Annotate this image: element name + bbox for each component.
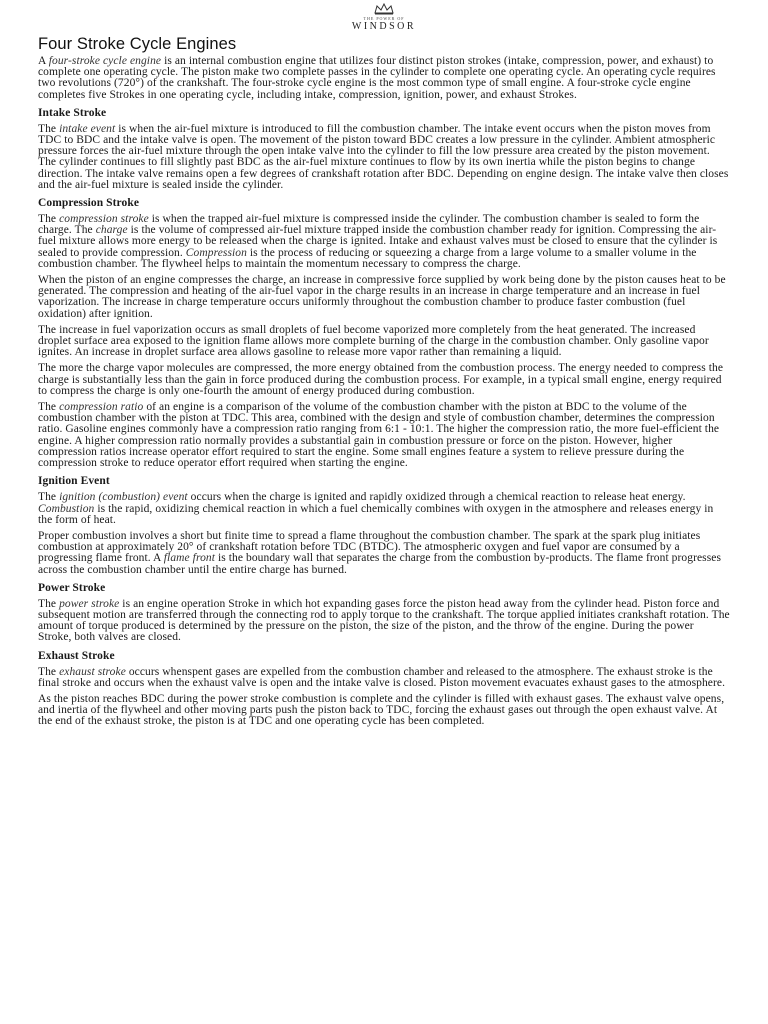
section-heading-intake: Intake Stroke xyxy=(38,106,107,119)
text-run: The xyxy=(38,213,60,226)
windsor-logo xyxy=(0,3,768,32)
text-run: is the process of reducing or squeezing a charge from a large volume to a smaller volume in the combustion chamber. The flywheel helps to maintain the momentum necessary to compress the charge. xyxy=(38,246,697,270)
ignition-paragraph-2 xyxy=(38,531,730,576)
text-run: is when the trapped air-fuel mixture is compressed inside the cylinder. The combustion chamber is sealed to form the charge. The xyxy=(38,213,700,237)
exhaust-paragraph-1 xyxy=(38,667,730,689)
compression-paragraph-3: The increase in fuel vaporization occurs as small droplets of fuel become vaporized more completely from the heat generated. The increased droplet surface area exposed to the ignition flame allows more complete burning of the charge in the combustion chamber. Only gasoline vapor ignites. An increase in droplet surface area allows gasoline to release more vapor rather than remaining a liquid. xyxy=(38,323,709,359)
section-heading-power: Power Stroke xyxy=(38,581,106,594)
text-run: A xyxy=(38,55,49,67)
text-run: The xyxy=(38,401,60,414)
term-four-stroke-cycle-engine: four-stroke cycle engine xyxy=(48,55,162,67)
term-power-stroke: power stroke xyxy=(59,597,120,610)
term-flame-front: flame front xyxy=(163,552,216,565)
text-run: The xyxy=(38,491,60,504)
term-combustion: Combustion xyxy=(38,502,95,515)
section-heading-compression: Compression Stroke xyxy=(38,197,140,210)
text-run: The xyxy=(38,597,60,610)
text-run: occurs whenspent gases are expelled from the combustion chamber and released to the atmosphere. The exhaust stroke is the final stroke and occurs when the exhaust valve is open and the intake valve is closed. Piston movement evacuates exhaust gases to the atmosphere. xyxy=(38,665,726,689)
text-run: is the boundary wall that separates the charge from the combustion by-products. The flame front progresses across the combustion chamber until the entire charge has burned. xyxy=(38,552,722,576)
text-run: of an engine is a comparison of the volume of the combustion chamber with the piston at BDC to the volume of the combustion chamber with the piston at TDC. This area, combined with the design and style of combustion chamber, determines the compression ratio. Gasoline engines commonly have a compression ratio ranging from 6:1 - 10:1. The higher the compression ratio, the more fuel-efficient the engine. A higher compression ratio normally provides a substantial gain in combustion pressure or force on the piston. However, higher compression ratios increase operator effort required to start the engine. Some small engines feature a system to relieve pressure during the compression stroke to reduce operator effort required when starting the engine. xyxy=(38,401,720,470)
section-heading-ignition: Ignition Event xyxy=(38,475,110,488)
text-run: is the rapid, oxidizing chemical reaction in which a fuel chemically combines with oxygen in the atmosphere and releases energy in the form of heat. xyxy=(38,502,714,526)
text-run: is when the air-fuel mixture is introduced to fill the combustion chamber. The intake event occurs when the piston moves from TDC to BDC and the intake valve is open. The movement of the piston toward BDC creates a low pressure in the cylinder. Ambient atmospheric pressure forces the air-fuel mixture through the open intake valve into the cylinder to fill the low pressure area created by the piston movement. The cylinder continues to fill slightly past BDC as the air-fuel mixture continues to flow by its own inertia while the piston begins to change direction. The intake valve remains open a few degrees of crankshaft rotation after BDC. Depending on engine design. The intake valve then closes and the air-fuel mixture is sealed inside the cylinder. xyxy=(38,122,729,191)
term-charge: charge xyxy=(95,224,128,237)
page-title: Four Stroke Cycle Engines xyxy=(38,35,237,53)
term-compression-ratio: compression ratio xyxy=(59,401,144,414)
text-run: The xyxy=(38,122,60,135)
compression-paragraph-4: The more the charge vapor molecules are compressed, the more energy obtained from the combustion process. The energy needed to compress the charge is substantially less than the gain in force produced during the combustion process. For example, in a typical small engine, energy required to compress the charge is only one-fourth the amount of energy produced during combustion. xyxy=(38,362,724,397)
ignition-paragraph-1 xyxy=(38,492,730,526)
compression-paragraph-2: When the piston of an engine compresses the charge, an increase in compressive force supplied by work being done by the piston causes heat to be generated. The compression and heating of the air-fuel vapor in the charge results in an increase in charge temperature and an increase in fuel vaporization. The increase in charge temperature occurs uniformly throughout the combustion chamber to produce faster combustion (fuel oxidation) after ignition. xyxy=(38,274,726,320)
compression-paragraph-1 xyxy=(38,214,730,270)
term-intake-event: intake event xyxy=(59,122,116,135)
text-run: The xyxy=(38,665,60,678)
compression-paragraph-5 xyxy=(38,402,730,469)
exhaust-paragraph-2: As the piston reaches BDC during the power stroke combustion is complete and the cylinder is filled with exhaust gases. The exhaust valve opens, and inertia of the flywheel and other moving parts push the piston back to TDC, forcing the exhaust gases out through the open exhaust valve. At the end of the exhaust stroke, the piston is at TDC and one operating cycle has been completed. xyxy=(38,692,725,728)
logo-wordmark: WINDSOR xyxy=(351,21,417,32)
document-body xyxy=(38,34,730,733)
text-run: occurs when the charge is ignited and rapidly oxidized through a chemical reaction to release heat energy. xyxy=(187,491,686,504)
term-ignition-event: ignition (combustion) event xyxy=(59,491,188,504)
term-compression: Compression xyxy=(185,246,247,259)
text-run: is an engine operation Stroke in which hot expanding gases force the piston head away from the cylinder head. Piston force and subsequent motion are transferred through the connecting rod to apply torque to the crankshaft. The torque applied initiates crankshaft rotation. The amount of torque produced is determined by the pressure on the piston, the size of the piston, and the throw of the engine. During the power Stroke, both valves are closed. xyxy=(38,597,730,644)
text-run: is the volume of compressed air-fuel mixture trapped inside the combustion chamber ready for ignition. Compressing the air-fuel mixture allows more energy to be released when the charge is ignited. Intake and exhaust valves must be closed to ensure that the cylinder is sealed to provide compression. xyxy=(38,224,718,259)
crown-icon xyxy=(373,3,395,15)
intake-paragraph xyxy=(38,124,730,191)
intro-paragraph xyxy=(38,56,730,101)
text-run: Proper combustion involves a short but finite time to spread a flame throughout the combustion chamber. The spark at the spark plug initiates combustion at approximately 20° of crankshaft rotation before TDC (BTDC). The atmospheric oxygen and fuel vapor are consumed by a progressing flame front. A xyxy=(38,529,701,565)
term-compression-stroke: compression stroke xyxy=(59,213,149,226)
term-exhaust-stroke: exhaust stroke xyxy=(59,665,126,678)
text-run: is an internal combustion engine that utilizes four distinct piston strokes (intake, compression, power, and exhaust) to complete one operating cycle. The piston make two complete passes in the cylinder to complete one operating cycle. An operating cycle requires two revolutions (720°) of the crankshaft. The four-stroke cycle engine is the most common type of small engine. A four-stroke cycle engine completes five Strokes in one operating cycle, including intake, compression, ignition, power, and exhaust Strokes. xyxy=(38,55,716,101)
power-paragraph xyxy=(38,599,730,644)
section-heading-exhaust: Exhaust Stroke xyxy=(38,649,115,662)
logo-tagline: THE POWER OF xyxy=(363,16,405,21)
